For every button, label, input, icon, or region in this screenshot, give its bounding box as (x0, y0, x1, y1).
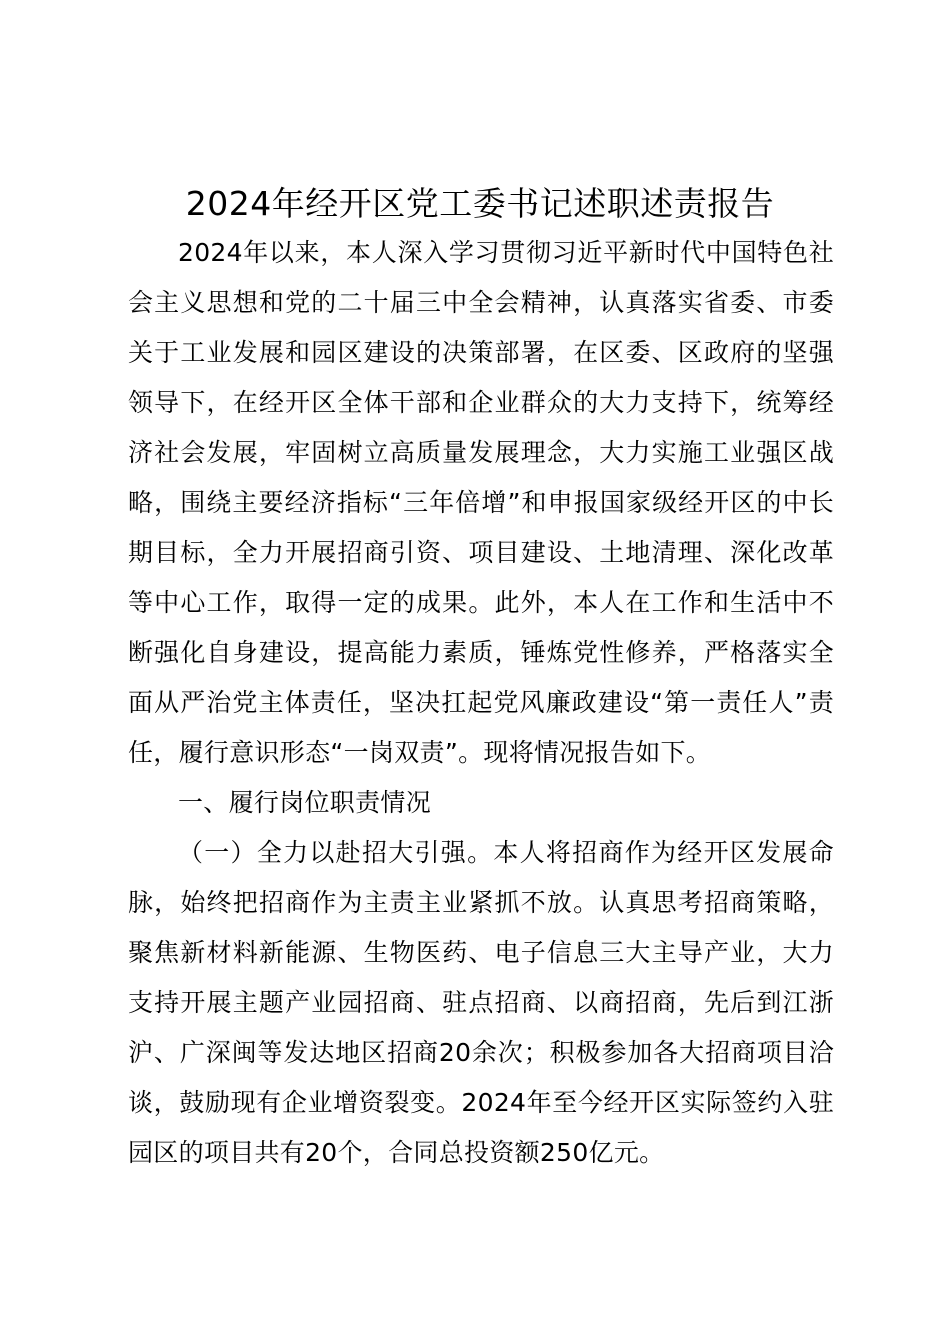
document-title: 2024年经开区党工委书记述职述责报告 (185, 184, 775, 223)
document-body (128, 228, 834, 1178)
section-heading-1: 一、履行岗位职责情况 (178, 788, 432, 817)
paragraph-intro: 2024年以来，本人深入学习贯彻习近平新时代中国特色社会主义思想和党的二十届三中全会精神，认真落实省委、市委关于工业发展和园区建设的决策部署，在区委、区政府的坚强领导下，在经开区全体干部和企业群众的大力支持下，统筹经济社会发展，牢固树立高质量发展理念，大力实施工业强区战略，围绕主要经济指标“三年倍增”和申报国家级经开区的中长期目标，全力开展招商引资、项目建设、土地清理、深化改革等中心工作，取得一定的成果。此外，本人在工作和生活中不断强化自身建设，提高能力素质，锤炼党性修养，严格落实全面从严治党主体责任，坚决扛起党风廉政建设“第一责任人”责任，履行意识形态“一岗双责”。现将情况报告如下。 (128, 238, 834, 767)
paragraph-investment: （一）全力以赴招大引强。本人将招商作为经开区发展命脉，始终把招商作为主责主业紧抓不放。认真思考招商策略，聚焦新材料新能源、生物医药、电子信息三大主导产业，大力支持开展主题产业园招商、驻点招商、以商招商，先后到江浙沪、广深闽等发达地区招商20余次；积极参加各大招商项目洽谈，鼓励现有企业增资裂变。2024年至今经开区实际签约入驻园区的项目共有20个，合同总投资额250亿元。 (128, 838, 834, 1167)
